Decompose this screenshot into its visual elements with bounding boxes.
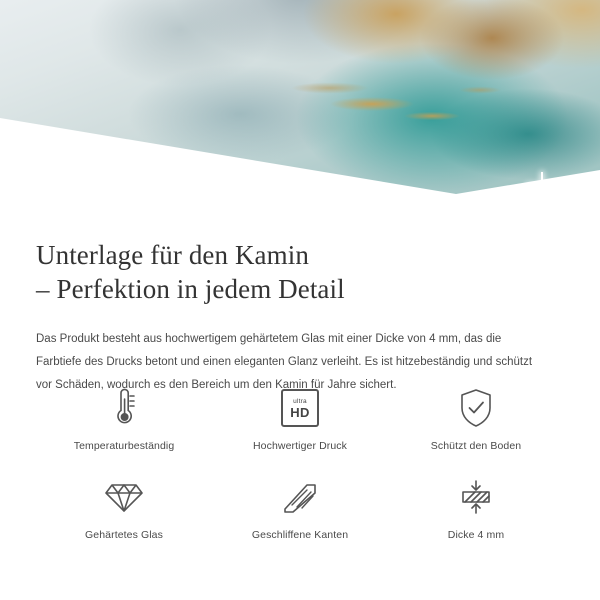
page-title-line-1: Unterlage für den Kamin	[36, 240, 309, 270]
ultra-hd-badge-top: ultra	[293, 397, 307, 405]
feature-item-polished-edges	[212, 474, 388, 541]
feature-label: Schützt den Boden	[430, 440, 522, 452]
feature-grid	[36, 385, 564, 541]
feature-item-tempered-glass	[36, 474, 212, 541]
feature-label: Geschliffene Kanten	[251, 529, 349, 541]
feature-label: Temperaturbeständig	[73, 440, 175, 452]
feature-label: Dicke 4 mm	[447, 529, 505, 541]
thermometer-icon	[104, 385, 144, 431]
page-title-line-2: – Perfektion in jedem Detail	[36, 274, 345, 304]
ultra-hd-badge-bottom: HD	[290, 404, 310, 420]
description-paragraph: Das Produkt besteht aus hochwertigem gehärtetem Glas mit einer Dicke von 4 mm, das die Farbtiefe des Drucks betont und einen eleganten Glanz verleiht. Es ist hitzebeständig und schützt vor Schäden, wodurch es den Bereich um den Kamin für Jahre sichert.	[36, 333, 533, 391]
feature-item-floor-protection	[388, 385, 564, 452]
feature-row-1	[36, 385, 564, 452]
feature-item-thickness	[388, 474, 564, 541]
polished-edges-icon	[280, 474, 320, 520]
shield-check-icon	[457, 385, 495, 431]
ultra-hd-icon	[281, 385, 319, 431]
feature-label: Hochwertiger Druck	[253, 440, 347, 452]
feature-item-print-quality	[212, 385, 388, 452]
hero-image	[0, 0, 600, 210]
diamond-icon	[103, 474, 145, 520]
thickness-icon	[456, 474, 496, 520]
marble-abstract-glass-panel	[0, 0, 600, 194]
text-content	[0, 210, 600, 397]
feature-row-2	[36, 474, 564, 541]
feature-label: Gehärtetes Glas	[85, 529, 163, 541]
feature-item-temperature	[36, 385, 212, 452]
page-title	[36, 238, 556, 306]
